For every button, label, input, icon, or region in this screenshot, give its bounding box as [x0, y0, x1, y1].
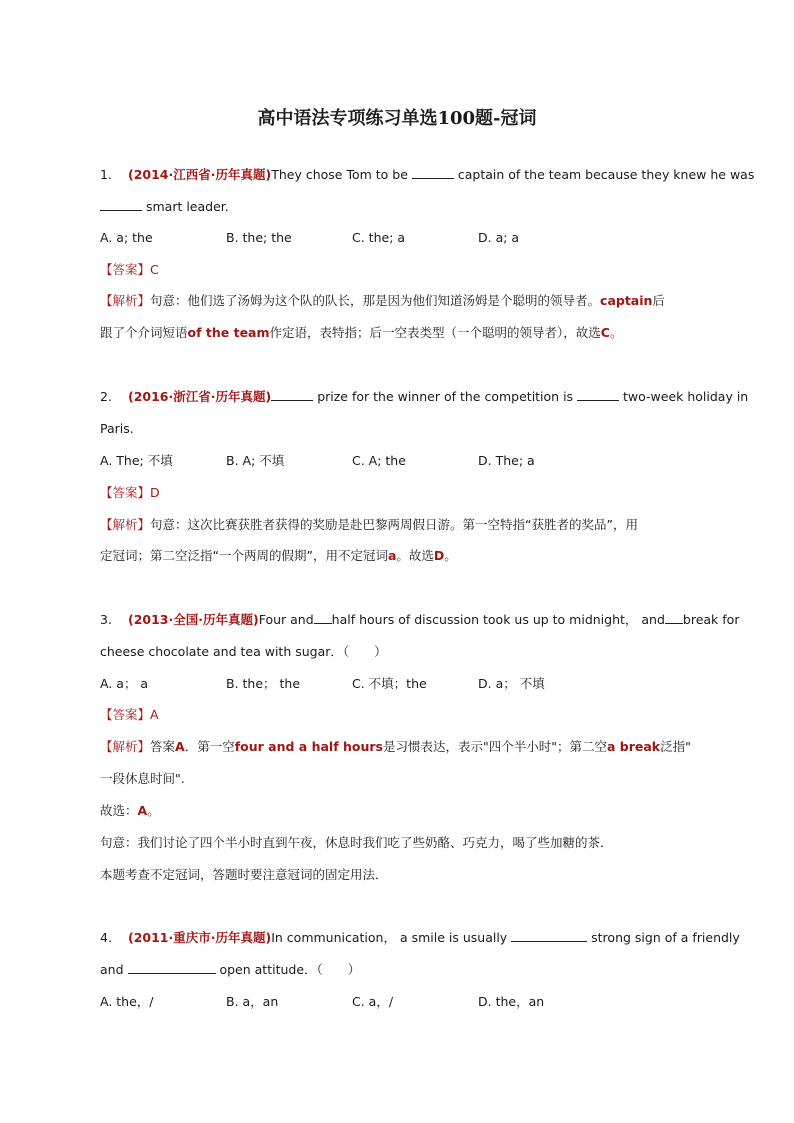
- explanation-line-1: 【解析】句意：这次比赛获胜者获得的奖励是赴巴黎两周假日游。第一空特指“获胜者的奖品”，用: [100, 517, 638, 532]
- option-b: B. the； the: [226, 676, 301, 691]
- question-number: 1.: [100, 167, 112, 182]
- answer-line: 【答案】D: [100, 485, 160, 500]
- option-a: A. a； a: [100, 676, 149, 691]
- answer-blank: [412, 166, 454, 179]
- question-source: (2013·全国·历年真题): [128, 612, 259, 627]
- option-b: B. the; the: [226, 230, 292, 245]
- question-source: (2011·重庆市·历年真题): [128, 930, 272, 945]
- option-d: D. a； 不填: [478, 676, 545, 691]
- explanation-line-2: 一段休息时间".: [100, 771, 185, 786]
- option-b: B. a，an: [226, 994, 279, 1009]
- explanation-line-2: 定冠词；第二空泛指“一个两周的假期”，用不定冠词a。故选D。: [100, 548, 457, 563]
- option-a: A. the，/: [100, 994, 154, 1009]
- question-2-stem-line-1: 2. (2016·浙江省·历年真题) prize for the winner of the competition is two-week holiday in: [100, 389, 749, 404]
- question-2-stem-line-2: Paris.: [100, 421, 134, 436]
- answer-line: 【答案】C: [100, 262, 159, 277]
- option-a: A. a; the: [100, 230, 153, 245]
- question-source: (2016·浙江省·历年真题): [128, 389, 272, 404]
- question-source: (2014·江西省·历年真题): [128, 167, 272, 182]
- option-d: D. The; a: [478, 453, 535, 468]
- answer-value: D: [150, 485, 160, 500]
- question-number: 2.: [100, 389, 112, 404]
- option-c: C. 不填；the: [352, 676, 427, 691]
- question-1-stem-line-1: 1. (2014·江西省·历年真题)They chose Tom to be captain of the team because they knew he was: [100, 167, 755, 182]
- answer-line: 【答案】A: [100, 707, 159, 722]
- answer-blank: [577, 388, 619, 401]
- option-b: B. A; 不填: [226, 453, 285, 468]
- question-4-stem-line-2: and open attitude．（ ）: [100, 962, 361, 977]
- option-c: C. a，/: [352, 994, 394, 1009]
- question-1-stem-line-2: smart leader.: [100, 198, 229, 216]
- option-d: D. the，an: [478, 994, 545, 1009]
- answer-blank: [511, 929, 587, 942]
- answer-value: C: [150, 262, 159, 277]
- page-title: 高中语法专项练习单选100题-冠词: [257, 108, 537, 129]
- explanation-line-2: 跟了个介词短语of the team作定语，表特指；后一空表类型（一个聪明的领导者），故选C。: [100, 325, 623, 340]
- explanation-line-5: 本题考查不定冠词，答题时要注意冠词的固定用法．: [100, 867, 388, 882]
- question-number: 4.: [100, 930, 112, 945]
- option-d: D. a; a: [478, 230, 520, 245]
- question-number: 3.: [100, 612, 112, 627]
- answer-blank: [100, 198, 142, 211]
- answer-blank: [271, 388, 313, 401]
- answer-blank: [314, 611, 332, 624]
- answer-value: A: [150, 707, 159, 722]
- answer-blank: [128, 961, 216, 974]
- question-4-stem-line-1: 4. (2011·重庆市·历年真题)In communication， a smile is usually strong sign of a friendly: [100, 930, 740, 945]
- question-3-stem-line-1: 3. (2013·全国·历年真题)Four and half hours of discussion took us up to midnight， and break for: [100, 612, 740, 627]
- question-3-stem-line-2: cheese chocolate and tea with sugar．（ ）: [100, 644, 387, 659]
- explanation-line-3: 故选：A。: [100, 803, 160, 818]
- option-c: C. A; the: [352, 453, 406, 468]
- explanation-line-4: 句意：我们讨论了四个半小时直到午夜，休息时我们吃了些奶酪、巧克力，喝了些加糖的茶．: [100, 835, 613, 850]
- option-c: C. the; a: [352, 230, 406, 245]
- answer-blank: [665, 611, 683, 624]
- explanation-line-1: 【解析】句意：他们选了汤姆为这个队的队长，那是因为他们知道汤姆是个聪明的领导者。captain后: [100, 293, 665, 308]
- explanation-line-1: 【解析】答案A．第一空four and a half hours是习惯表达，表示"四个半小时"；第二空a break泛指": [100, 739, 691, 754]
- option-a: A. The; 不填: [100, 453, 173, 468]
